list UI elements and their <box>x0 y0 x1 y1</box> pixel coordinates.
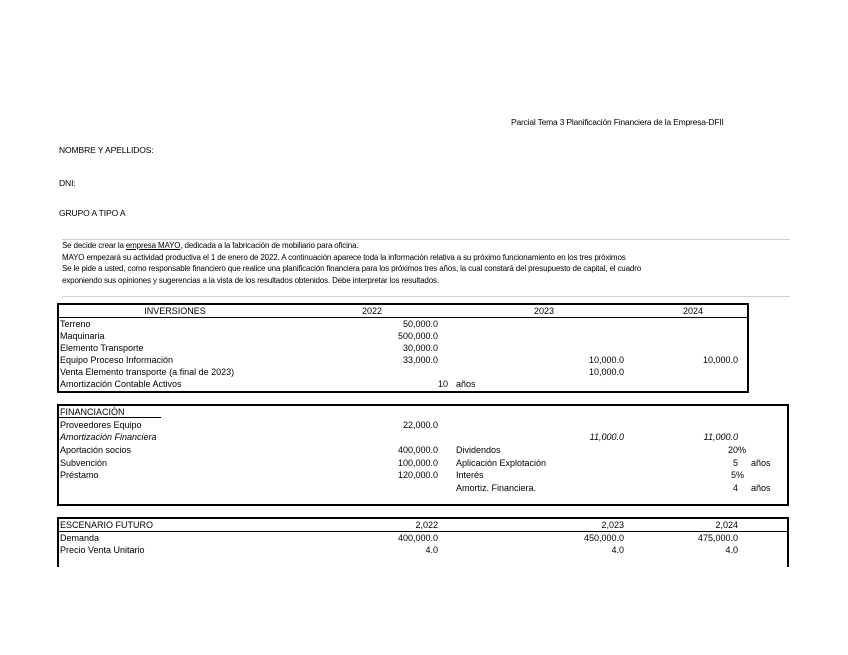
row-equipo-label: Equipo Proceso Información <box>60 355 174 365</box>
group-label: GRUPO A TIPO A <box>59 208 126 218</box>
subvencion-label: Subvención <box>60 458 108 468</box>
aplicacion-value: 5 <box>732 458 738 468</box>
amortiz-financiera-value: 4 <box>732 483 738 493</box>
aplicacion-unit: años <box>751 458 771 468</box>
proveedores-label: Proveedores Equipo <box>60 420 142 430</box>
proveedores-value: 22,000.0 <box>402 420 438 430</box>
row-venta-label: Venta Elemento transporte (a final de 2023) <box>60 367 235 377</box>
row-maquinaria-label: Maquinaria <box>60 331 105 341</box>
company-name: empresa MAYO <box>125 241 181 250</box>
amortizacion-contable-label: Amortización Contable Activos <box>60 379 182 389</box>
row-transporte-2022: 30,000.0 <box>402 343 438 353</box>
amortiz-financiera-label: Amortiz. Financiera. <box>456 483 537 493</box>
intro-line-2: MAYO empezará su actividad productiva el 1 de enero de 2022. A continuación aparece toda la información relativa a su próximo funcionamiento en los tres próximos <box>62 252 626 262</box>
dividendos-value: 20% <box>727 445 746 455</box>
precio-2024: 4.0 <box>725 545 738 555</box>
escenario-year-2022: 2,022 <box>415 520 438 530</box>
dividendos-label: Dividendos <box>456 445 501 455</box>
interes-value: 5% <box>730 470 744 480</box>
prestamo-value: 120,000.0 <box>397 470 438 480</box>
year-2022: 2022 <box>362 306 383 316</box>
demanda-2023: 450,000.0 <box>583 533 624 543</box>
amortizacion-contable-unit: años <box>456 379 476 389</box>
row-terreno-2022: 50,000.0 <box>402 319 438 329</box>
row-terreno-label: Terreno <box>60 319 91 329</box>
year-2024: 2024 <box>683 306 704 316</box>
escenario-year-2024: 2,024 <box>715 520 738 530</box>
demanda-2022: 400,000.0 <box>397 533 438 543</box>
escenario-year-2023: 2,023 <box>601 520 624 530</box>
amortizacion-financiera-label: Amortización Financiera <box>60 432 157 442</box>
row-equipo-2023: 10,000.0 <box>588 355 624 365</box>
amortizacion-financiera-2024: 11,000.0 <box>703 432 738 442</box>
amortizacion-contable-value: 10 <box>437 379 448 389</box>
demanda-2024: 475,000.0 <box>697 533 738 543</box>
amortiz-financiera-unit: años <box>751 483 771 493</box>
precio-2023: 4.0 <box>611 545 624 555</box>
year-2023: 2023 <box>534 306 555 316</box>
name-label: NOMBRE Y APELLIDOS: <box>59 145 154 155</box>
intro-text <box>62 239 790 297</box>
precio-label: Precio Venta Unitario <box>60 545 145 555</box>
intro-line-1: Se decide crear la empresa MAYO, dedicada a la fabricación de mobiliario para oficina. <box>62 241 359 250</box>
subvencion-value: 100,000.0 <box>397 458 438 468</box>
row-transporte-label: Elemento Transporte <box>60 343 144 353</box>
document-title: Parcial Tema 3 Planificación Financiera de la Empresa-DFII <box>511 117 724 127</box>
financiacion-heading: FINANCIACIÓN <box>60 407 125 417</box>
dni-label: DNI: <box>59 178 76 188</box>
escenario-heading: ESCENARIO FUTURO <box>60 520 154 530</box>
prestamo-label: Préstamo <box>60 470 99 480</box>
aportacion-value: 400,000.0 <box>397 445 438 455</box>
precio-2022: 4.0 <box>425 545 438 555</box>
row-equipo-2022: 33,000.0 <box>402 355 438 365</box>
intro-line-4: exponiendo sus opiniones y sugerencias a la vista de los resultados obtenidos. Debe interpretar los resultados. <box>62 275 439 285</box>
financiacion-heading-underline <box>59 417 161 418</box>
row-venta-2023: 10,000.0 <box>588 367 624 377</box>
intro-line-3: Se le pide a usted, como responsable financiero que realice una planificación financiera para los próximos tres años, la cual constará del presupuesto de capital, el cuadro <box>62 264 642 273</box>
interes-label: Interés <box>456 470 484 480</box>
aportacion-label: Aportación socios <box>60 445 132 455</box>
demanda-label: Demanda <box>60 533 100 543</box>
row-equipo-2024: 10,000.0 <box>702 355 738 365</box>
row-maquinaria-2022: 500,000.0 <box>397 331 438 341</box>
aplicacion-label: Aplicación Explotación <box>456 458 547 468</box>
inversiones-heading: INVERSIONES <box>144 306 206 316</box>
amortizacion-financiera-2023: 11,000.0 <box>589 432 624 442</box>
